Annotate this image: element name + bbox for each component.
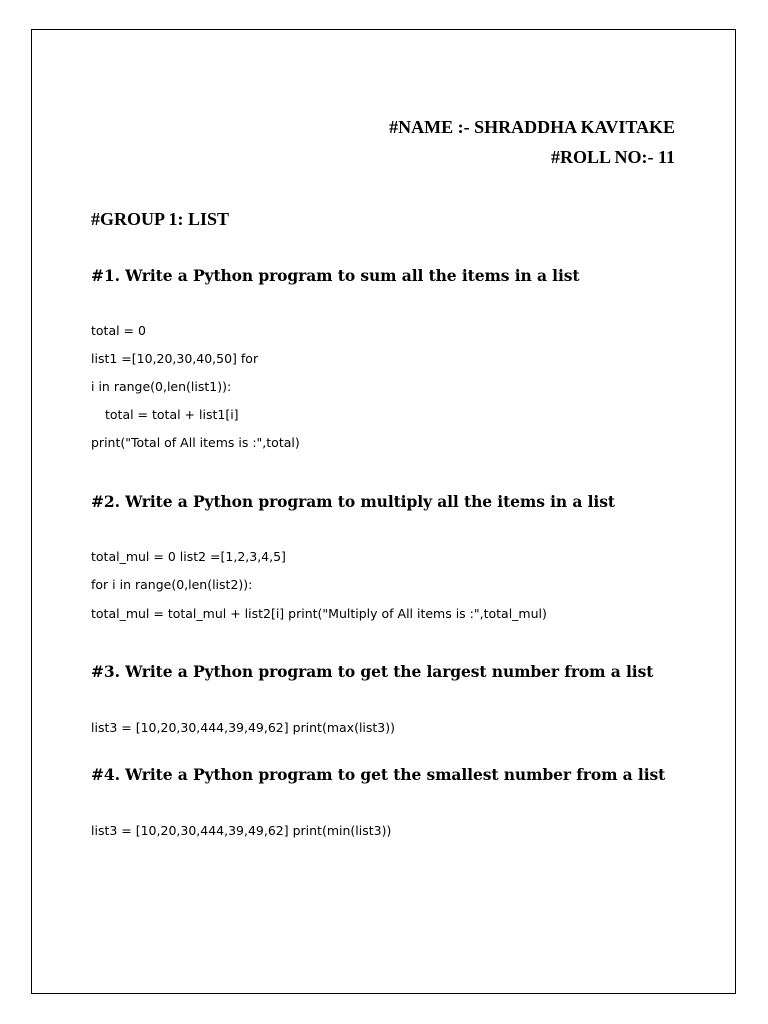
question-3-heading: #3. Write a Python program to get the largest number from a list	[91, 662, 654, 681]
code-line: total = 0	[91, 323, 146, 338]
code-line: print("Total of All items is :",total)	[91, 435, 300, 450]
code-line: list3 = [10,20,30,444,39,49,62] print(max(list3))	[91, 720, 396, 735]
student-name: #NAME :- SHRADDHA KAVITAKE	[389, 117, 675, 137]
roll-number: #ROLL NO:- 11	[550, 147, 675, 167]
code-line: total = total + list1[i]	[105, 407, 239, 422]
code-line: total_mul = total_mul + list2[i] print("Multiply of All items is :",total_mul)	[91, 606, 547, 621]
question-2-heading: #2. Write a Python program to multiply all the items in a list	[91, 492, 615, 511]
code-line: list1 =[10,20,30,40,50] for	[91, 351, 259, 366]
question-1-heading: #1. Write a Python program to sum all the items in a list	[91, 266, 580, 285]
code-line: total_mul = 0 list2 =[1,2,3,4,5]	[91, 549, 286, 564]
question-4-heading: #4. Write a Python program to get the smallest number from a list	[91, 765, 666, 784]
code-line: for i in range(0,len(list2)):	[91, 577, 253, 592]
page-border	[31, 29, 736, 994]
code-line: list3 = [10,20,30,444,39,49,62] print(min(list3))	[91, 823, 392, 838]
group-title: #GROUP 1: LIST	[91, 209, 230, 229]
code-line: i in range(0,len(list1)):	[91, 379, 232, 394]
